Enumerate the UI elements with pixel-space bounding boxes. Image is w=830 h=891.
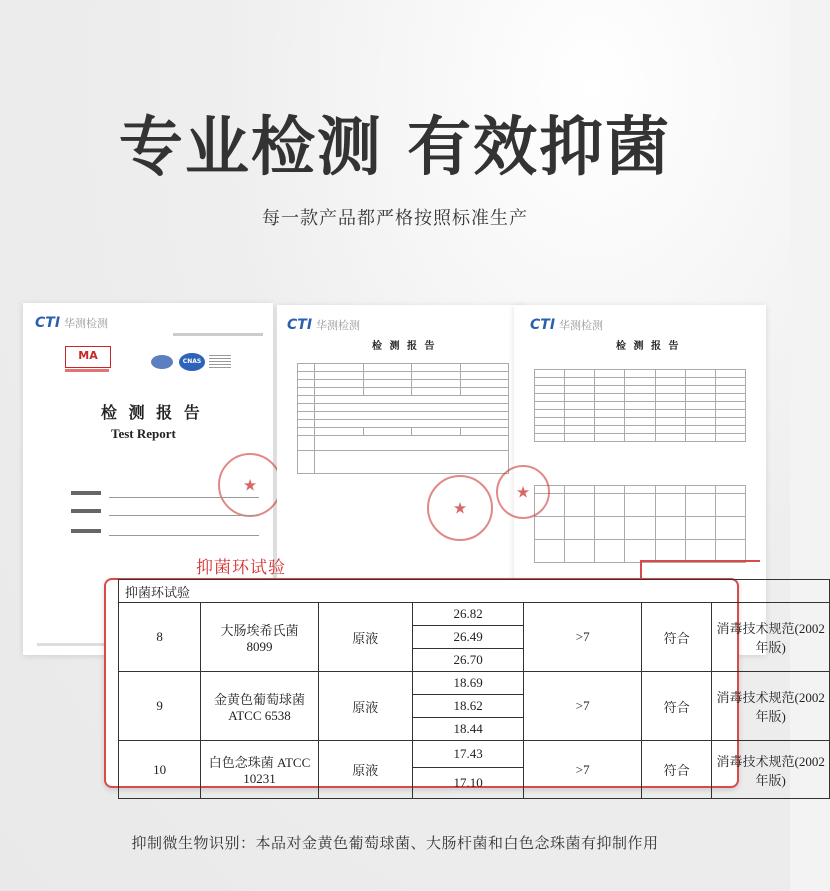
- standard: 消毒技术规范(2002 年版): [712, 603, 830, 672]
- organism-name: 白色念珠菌 ATCC 10231: [201, 741, 319, 799]
- measured-value: 26.49: [412, 626, 524, 649]
- page-title: 专业检测 有效抑菌: [118, 111, 672, 185]
- standard: 消毒技术规范(2002 年版): [712, 672, 830, 741]
- organism-name: 金黄色葡萄球菌 ATCC 6538: [201, 672, 319, 741]
- results-table-bottom: [534, 485, 746, 563]
- cnas-mark-icon: CNAS: [179, 353, 205, 371]
- cti-logo: CTI 华测检测: [530, 317, 604, 333]
- cma-number-text: [65, 369, 109, 372]
- report-title-cn: 检 测 报 告: [616, 341, 681, 352]
- result: 符合: [641, 603, 712, 672]
- row-number: 8: [119, 603, 201, 672]
- row-number: 10: [119, 741, 201, 799]
- criterion: >7: [524, 672, 642, 741]
- table-row: [119, 672, 830, 695]
- client-field: [71, 509, 101, 515]
- table-caption: 抑菌环试验: [119, 580, 830, 603]
- page-subtitle: 每一款产品都严格按照标准生产: [262, 208, 528, 229]
- sample-type: 原液: [318, 603, 412, 672]
- criterion: >7: [524, 741, 642, 799]
- red-seal-stamp: ★: [218, 453, 282, 517]
- sample-type: 原液: [318, 672, 412, 741]
- standard: 消毒技术规范(2002 年版): [712, 741, 830, 799]
- measured-value: 17.43: [412, 741, 524, 768]
- measured-value: 26.70: [412, 649, 524, 672]
- measured-value: 18.44: [412, 718, 524, 741]
- zoomed-table-callout: [104, 578, 825, 790]
- measured-value: 18.62: [412, 695, 524, 718]
- cti-logo: CTI 华测检测: [35, 315, 109, 331]
- callout-label: 抑菌环试验: [196, 558, 286, 578]
- cma-mark: MA: [65, 346, 111, 368]
- table-row: [119, 603, 830, 626]
- criterion: >7: [524, 603, 642, 672]
- report-number-text: [173, 333, 263, 336]
- report-title-cn: 检 测 报 告: [372, 341, 437, 352]
- ilac-mark-icon: [151, 355, 173, 369]
- cnas-number-text: [209, 355, 231, 369]
- footer-claim: 抑制微生物识别：本品对金黄色葡萄球菌、大肠杆菌和白色念珠菌有抑制作用: [131, 834, 659, 852]
- red-seal-stamp: ★: [427, 475, 493, 541]
- indicator-line: [640, 560, 642, 580]
- report-title-cn: 检 测 报 告: [101, 403, 203, 422]
- measured-value: 17.10: [412, 768, 524, 799]
- report-title-en: Test Report: [111, 426, 176, 441]
- sample-type: 原液: [318, 741, 412, 799]
- measured-value: 26.82: [412, 603, 524, 626]
- test-type-field: [71, 529, 101, 535]
- results-table-top: [534, 369, 746, 442]
- red-seal-stamp: ★: [496, 465, 550, 519]
- measured-value: 18.69: [412, 672, 524, 695]
- table-row: [119, 741, 830, 768]
- inhibition-zone-table: [118, 579, 830, 799]
- info-table: [297, 363, 509, 474]
- row-number: 9: [119, 672, 201, 741]
- result: 符合: [641, 741, 712, 799]
- cti-logo: CTI 华测检测: [287, 317, 361, 333]
- result: 符合: [641, 672, 712, 741]
- organism-name: 大肠埃希氏菌 8099: [201, 603, 319, 672]
- indicator-line: [640, 560, 760, 562]
- sample-name-field: [71, 491, 101, 497]
